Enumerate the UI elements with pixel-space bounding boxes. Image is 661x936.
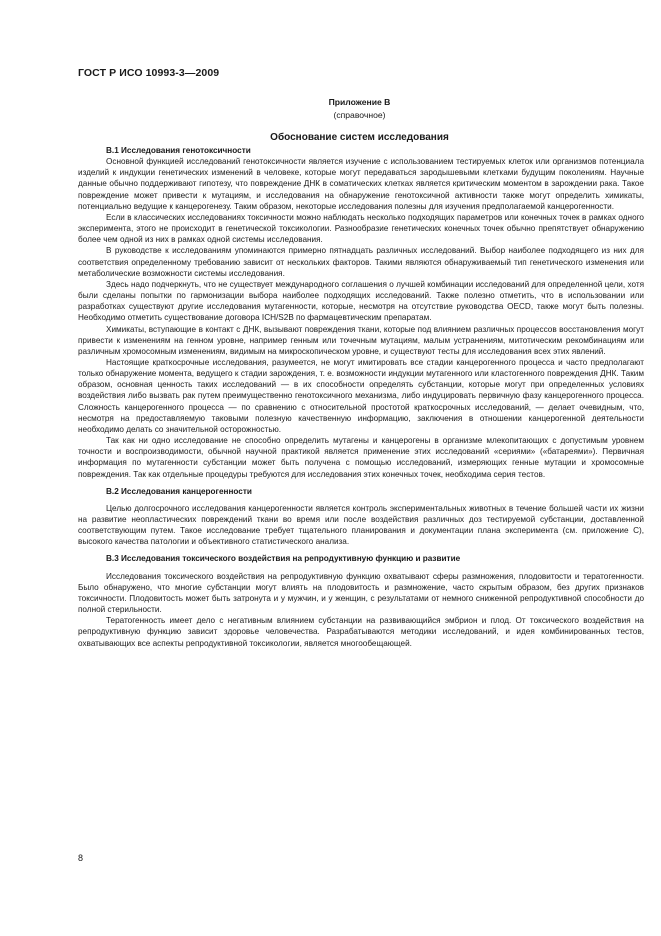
paragraph: В руководстве к исследованиям упоминаются примерно пятнадцать различных исследований. Выбор наиболее подходящего из них для соответствия определенному требованию зависит от нескольких факторов. Такими являются обнаруживаемый тип генетического изменения или метаболические возможности системы исследования. <box>78 246 644 278</box>
paragraph: Исследования токсического воздействия на репродуктивную функцию охватывают сферы размножения, плодовитости и тератогенности. Было обнаружено, что многие субстанции могут влиять на плодовитость и размножение, часто скрытым образом, без других признаков токсичности. Плодовитость может быть затронута и у мужчин, и у женщин, с результатами от немного сниженной репродуктивной способности до полной стерильности. <box>78 571 644 615</box>
section-heading: В.1 Исследования генотоксичности <box>106 146 251 155</box>
page-number: 8 <box>78 853 84 863</box>
main-title: Обоснование систем исследования <box>270 132 449 143</box>
document-body <box>78 145 644 649</box>
annex-title: Приложение В <box>328 97 391 107</box>
section-heading: В.2 Исследования канцерогенности <box>106 486 252 496</box>
paragraph: Целью долгосрочного исследования канцерогенности является контроль экспериментальных животных в течение большей части их жизни на развитие неопластических повреждений ткани во время или после воздействия различных доз тестируемой субстанции, доставленной соответствующим путем. Такое исследование требует тщательного планирования и документации плана эксперимента (см. приложение С), высокого качества патологии и объективного статистического анализа. <box>78 503 644 547</box>
paragraph: Так как ни одно исследование не способно определить мутагены и канцерогены в организме млекопитающих с допустимым уровнем точности и воспроизводимости, обычной научной практикой является применение этих исследований «сериями» («батареями»). Первичная информация по мутагенности субстанции может быть получена с помощью исследований, измеряющих генные мутации и хромосомные повреждения. Так как отдельные процедуры требуются для исследования этих конечных точек, необходима серия тестов. <box>78 436 644 479</box>
annex-heading <box>0 96 661 122</box>
document-header: ГОСТ Р ИСО 10993-3—2009 <box>78 67 220 79</box>
paragraph: Здесь надо подчеркнуть, что не существует международного соглашения о лучшей комбинации исследований для определенной цели, хотя были сделаны попытки по гармонизации выбора наиболее подходящих исследований. Также полезно отметить, что в использовании или разработках существуют другие исследования мутагенности, которые, несмотря на отсутствие руководства OECD, также могут быть полезны. Необходимо отметить существование договора ICH/S2B по фармацевтическим препаратам. <box>78 279 644 323</box>
paragraph: Настоящие краткосрочные исследования, разумеется, не могут имитировать все стадии канцерогенного процесса и часто предполагают только обнаружение момента, ведущего к стадии зарождения, т. е. возможности индукции мутагенного или кластогенного повреждения ДНК. Таким образом, основная ценность таких исследований — в их способности определять субстанции, которые могут при определенных условиях воздействия либо вызвать рак путем преимущественно генотоксичного механизма, либо индуцировать первичную фазу канцерогенного процесса. Сложность канцерогенного процесса — по сравнению с относительной простотой краткосрочных исследований, — делает очевидным, что, несмотря на предоставляемую таковыми полезную качественную информацию, заключения в отношении канцерогенной деятельности необходимо делать со значительной осторожностью. <box>78 357 644 434</box>
annex-note: (справочное) <box>333 110 386 120</box>
paragraph: Основной функцией исследований генотоксичности является изучение с использованием тестируемых клеток или организмов потенциала изделий к индукции генетических изменений в человеке, которые могут передаваться зародышевыми клетками будущим поколениям. Научные данные обычно поддерживают гипотезу, что повреждение ДНК в соматических клетках является критическим моментом в зарождении рака. Такое повреждение может привести к мутациям, и исследования на обнаружение генотоксичной активности также могут определить химикаты, потенциально ведущие к канцерогенезу. Таким образом, некоторые исследования полезны для изучения предполагаемой канцерогенности. <box>78 157 644 211</box>
paragraph: Тератогенность имеет дело с негативным влиянием субстанции на развивающийся эмбрион и плод. От токсического воздействия на репродуктивную функцию зависит здоровье человечества. Разрабатываются методики исследований, и идея комбинированных тестов, охватывающих все аспекты репродуктивной токсикологии, является многообещающей. <box>78 616 644 648</box>
section-heading: В.3 Исследования токсического воздействия на репродуктивную функцию и развитие <box>106 554 461 564</box>
paragraph: Химикаты, вступающие в контакт с ДНК, вызывают повреждения ткани, которые под влиянием различных процессов восстановления могут привести к изменениям на генном уровне, например генным или точечным мутациям, малым устранениям, митотическим рекомбинациям или различным хромосомным изменениям, видимым на микроскопическом уровне, и существуют тесты для исследования всех этих явлений. <box>78 324 644 356</box>
paragraph: Если в классических исследованиях токсичности можно наблюдать несколько подходящих параметров или конечных точек в рамках одного эксперимента, этого не происходит в генетической токсикологии. Разнообразие генетических конечных точек обычно препятствует обнаружению более чем одной из них в рамках одной системы исследования. <box>78 212 644 245</box>
